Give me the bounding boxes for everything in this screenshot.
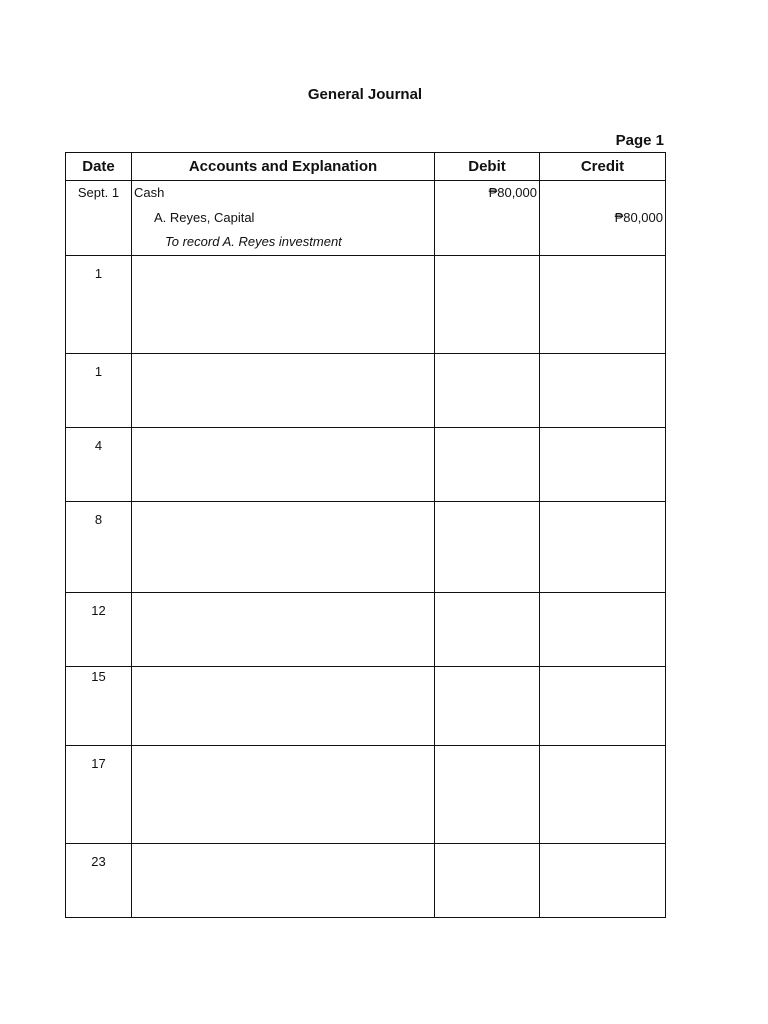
credit-cell[interactable] xyxy=(540,501,666,592)
table-row xyxy=(66,427,666,501)
date-cell xyxy=(66,181,132,256)
date-header: Date xyxy=(66,153,132,181)
date-cell xyxy=(66,501,132,592)
row-date: 1 xyxy=(94,265,103,281)
row-date: 15 xyxy=(91,668,106,684)
row-date: 1 xyxy=(94,363,103,379)
date-cell xyxy=(66,592,132,666)
table-row xyxy=(66,745,666,843)
header-row xyxy=(66,153,666,181)
accounts-cell[interactable] xyxy=(132,592,435,666)
accounts-cell[interactable] xyxy=(132,745,435,843)
credit-cell[interactable] xyxy=(540,255,666,353)
table-row xyxy=(66,843,666,917)
accounts-cell[interactable] xyxy=(132,843,435,917)
credit-cell[interactable] xyxy=(540,666,666,745)
accounts-cell xyxy=(132,181,435,256)
credit-cell[interactable] xyxy=(540,592,666,666)
table-row xyxy=(66,181,666,256)
page-number: Page 1 xyxy=(615,132,664,149)
date-cell xyxy=(66,843,132,917)
debit-header: Debit xyxy=(435,153,540,181)
credit-header: Credit xyxy=(540,153,666,181)
journal-title: General Journal xyxy=(307,86,423,103)
credit-amount: ₱80,000 xyxy=(614,209,663,225)
accounts-cell[interactable] xyxy=(132,501,435,592)
accounts-cell[interactable] xyxy=(132,353,435,427)
debit-cell[interactable] xyxy=(435,353,540,427)
debit-cell[interactable] xyxy=(435,427,540,501)
debit-cell[interactable] xyxy=(435,501,540,592)
entry-date: Sept. 1 xyxy=(77,185,120,200)
table-row xyxy=(66,353,666,427)
date-cell xyxy=(66,666,132,745)
debit-cell[interactable] xyxy=(435,666,540,745)
debit-amount: ₱80,000 xyxy=(488,185,537,200)
debit-cell xyxy=(435,181,540,256)
accounts-cell[interactable] xyxy=(132,666,435,745)
date-cell xyxy=(66,745,132,843)
journal-table xyxy=(65,152,666,918)
date-cell xyxy=(66,353,132,427)
accounts-header: Accounts and Explanation xyxy=(132,153,435,181)
credit-cell[interactable] xyxy=(540,427,666,501)
date-cell xyxy=(66,255,132,353)
debit-cell[interactable] xyxy=(435,843,540,917)
table-row xyxy=(66,255,666,353)
row-date: 23 xyxy=(91,853,106,869)
credit-cell[interactable] xyxy=(540,843,666,917)
debit-account: Cash xyxy=(134,185,165,200)
credit-cell[interactable] xyxy=(540,745,666,843)
row-date: 4 xyxy=(94,437,103,453)
row-date: 8 xyxy=(94,511,103,527)
table-row xyxy=(66,666,666,745)
debit-cell[interactable] xyxy=(435,255,540,353)
entry-explanation: To record A. Reyes investment xyxy=(165,234,342,249)
debit-cell[interactable] xyxy=(435,745,540,843)
accounts-cell[interactable] xyxy=(132,427,435,501)
debit-cell[interactable] xyxy=(435,592,540,666)
credit-cell xyxy=(540,181,666,256)
credit-cell[interactable] xyxy=(540,353,666,427)
accounts-cell[interactable] xyxy=(132,255,435,353)
table-row xyxy=(66,592,666,666)
table-row xyxy=(66,501,666,592)
row-date: 17 xyxy=(91,755,106,771)
date-cell xyxy=(66,427,132,501)
row-date: 12 xyxy=(91,602,106,618)
credit-account: A. Reyes, Capital xyxy=(154,209,255,225)
